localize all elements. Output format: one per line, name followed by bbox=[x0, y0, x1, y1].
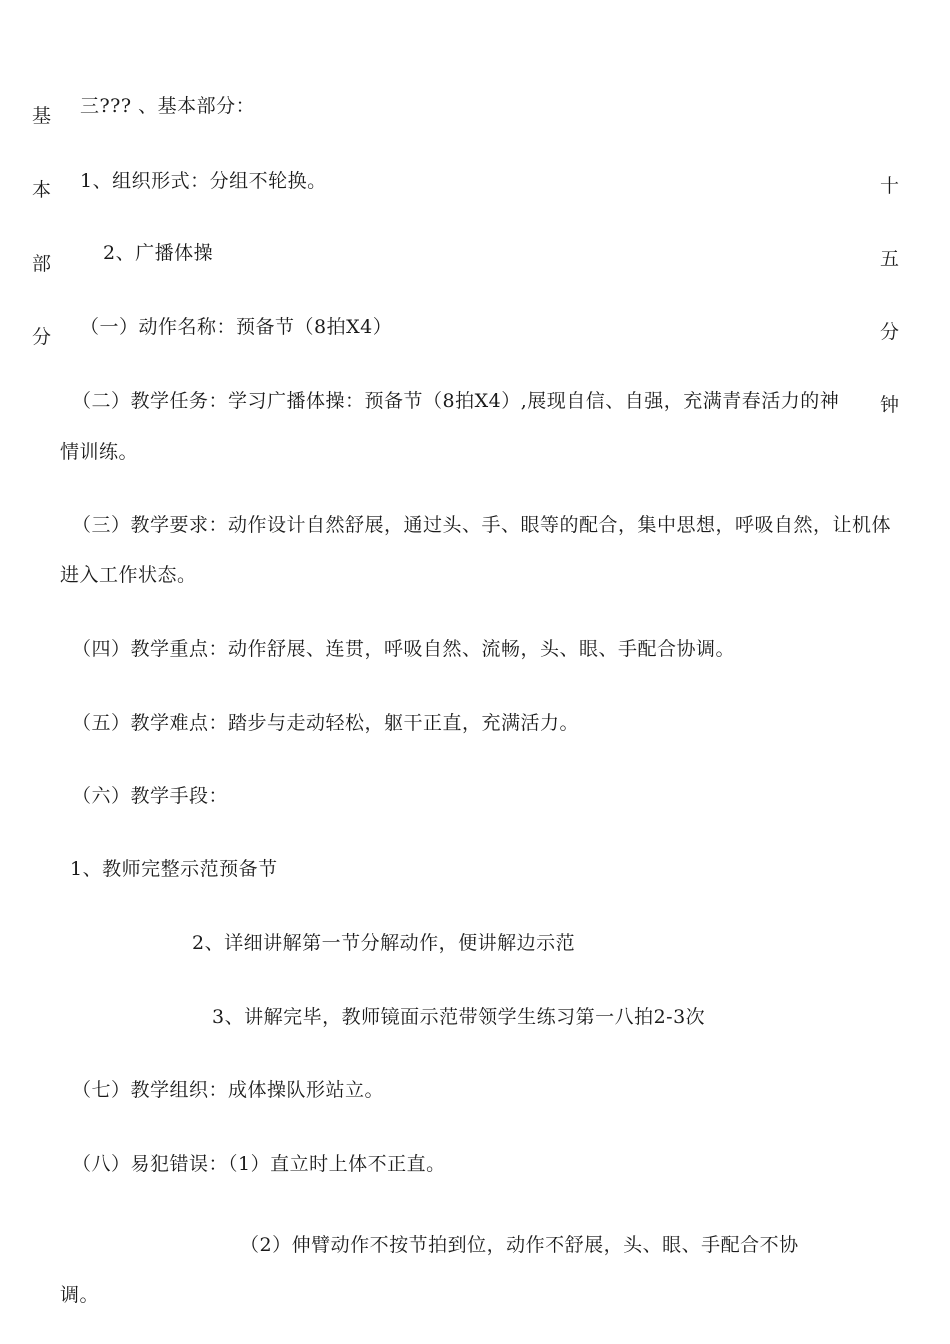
teaching-requirement-line-2: 进入工作状态。 bbox=[60, 564, 197, 586]
left-margin-char-2: 本 bbox=[32, 179, 52, 201]
teaching-task-line-2: 情训练。 bbox=[60, 441, 139, 463]
right-margin-char-3: 分 bbox=[880, 321, 900, 343]
teaching-means-item-1: 1、教师完整示范预备节 bbox=[70, 858, 278, 880]
teaching-difficulty-line: （五）教学难点：踏步与走动轻松，躯干正直，充满活力。 bbox=[72, 712, 580, 734]
common-errors-line-1: （八）易犯错误：（1）直立时上体不正直。 bbox=[72, 1153, 446, 1175]
left-margin-char-4: 分 bbox=[32, 326, 52, 348]
common-errors-line-3: 调。 bbox=[60, 1284, 100, 1306]
left-margin-char-1: 基 bbox=[32, 105, 52, 127]
left-margin-char-3: 部 bbox=[32, 253, 52, 275]
teaching-means-item-2: 2、详细讲解第一节分解动作，便讲解边示范 bbox=[192, 932, 576, 954]
common-errors-line-2: （2）伸臂动作不按节拍到位，动作不舒展，头、眼、手配合不协 bbox=[240, 1234, 799, 1256]
right-margin-char-4: 钟 bbox=[880, 394, 900, 416]
teaching-means-item-3: 3、讲解完毕，教师镜面示范带领学生练习第一八拍2-3次 bbox=[212, 1006, 706, 1028]
right-margin-char-2: 五 bbox=[880, 248, 900, 270]
organization-form-line: 1、组织形式：分组不轮换。 bbox=[80, 170, 327, 192]
teaching-key-point-line: （四）教学重点：动作舒展、连贯，呼吸自然、流畅，头、眼、手配合协调。 bbox=[72, 638, 736, 660]
teaching-requirement-line-1: （三）教学要求：动作设计自然舒展，通过头、手、眼等的配合，集中思想，呼吸自然，让机体 bbox=[72, 514, 892, 536]
teaching-task-line-1: （二）教学任务：学习广播体操：预备节（8拍X4）,展现自信、自强，充满青春活力的神 bbox=[72, 390, 840, 412]
right-margin-char-1: 十 bbox=[880, 175, 900, 197]
action-name-line: （一）动作名称：预备节（8拍X4） bbox=[80, 316, 393, 338]
teaching-means-title: （六）教学手段： bbox=[72, 785, 229, 807]
section-heading: 三??? 、基本部分： bbox=[80, 95, 256, 117]
broadcast-exercise-line: 2、广播体操 bbox=[103, 242, 214, 264]
teaching-organization-line: （七）教学组织：成体操队形站立。 bbox=[72, 1079, 385, 1101]
